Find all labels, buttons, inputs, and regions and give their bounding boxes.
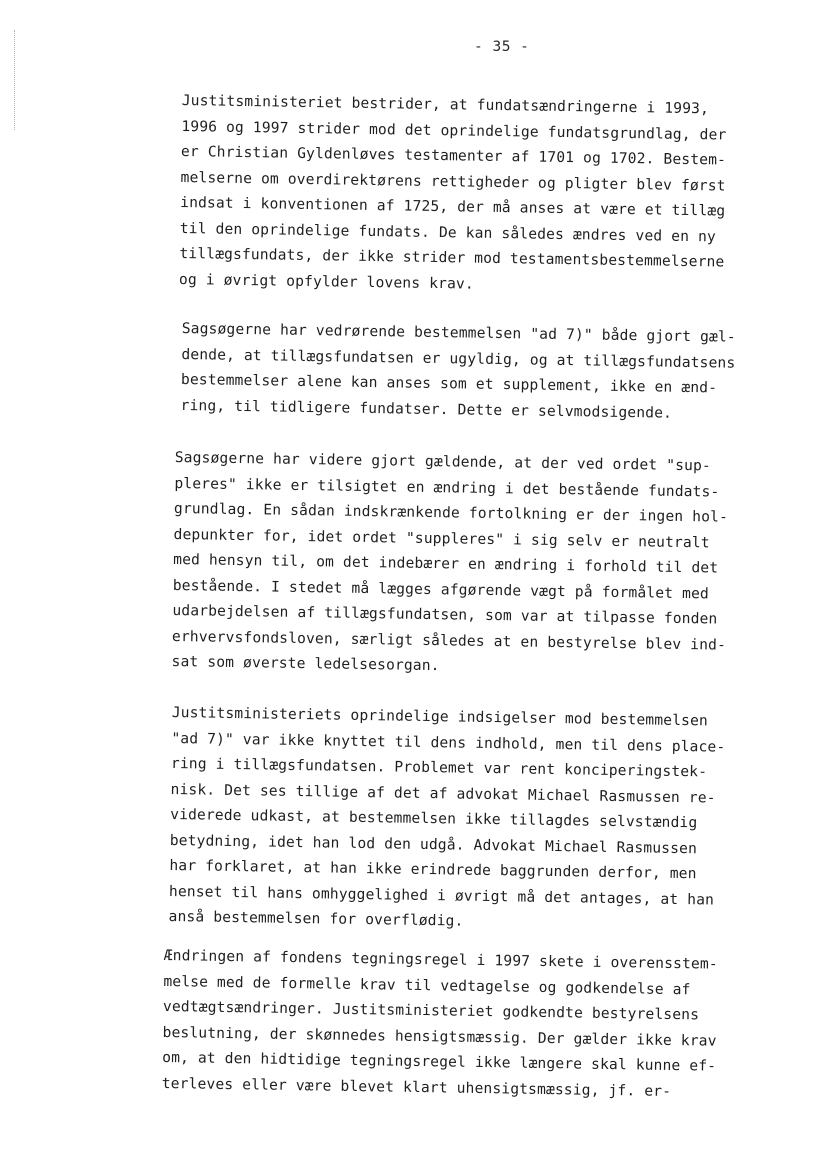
text-line: Ændringen af fondens tegningsregel i 1997 skete i overensstem- xyxy=(163,946,718,973)
text-line: Sagsøgerne har videre gjort gældende, at der ved ordet "sup- xyxy=(174,448,712,475)
paragraph-2 xyxy=(180,316,822,428)
paragraph-5 xyxy=(162,943,804,1106)
text-line: 1996 og 1997 strider mod det oprindelige fundatsgrundlag, der xyxy=(181,117,727,144)
paragraph-3 xyxy=(171,445,815,685)
text-line: om, at den hidtidige tegningsregel ikke længere skal kunne ef- xyxy=(162,1048,717,1075)
text-line: Justitsministeriet bestrider, at fundatsændringerne i 1993, xyxy=(181,91,710,118)
margin-scan-marks xyxy=(14,30,16,130)
text-line: og i øvrigt opfylder lovens krav. xyxy=(178,270,475,293)
text-line: "ad 7)" var ikke knyttet til dens indhold, men til dens place- xyxy=(171,729,726,756)
text-line: dende, at tillægsfundatsen er ugyldig, og at tillægsfundatsens xyxy=(181,345,736,372)
text-line: betydning, idet han lod den udgå. Advokat Michael Rasmussen xyxy=(169,831,698,857)
text-line: anså bestemmelsen for overflødig. xyxy=(168,907,464,930)
text-line: sat som øverste ledelsesorgan. xyxy=(171,652,440,675)
text-line: tillægsfundats, der ikke strider mod testamentsbestemmelserne xyxy=(179,244,725,271)
text-line: beslutning, der skønnedes hensigtsmæssig. Der gælder ikke krav xyxy=(162,1023,717,1050)
text-line: terleves eller være blevet klart uhensigtsmæssig, jf. er- xyxy=(161,1074,672,1100)
paragraph-4 xyxy=(168,700,812,940)
page-number: - 35 - xyxy=(474,39,530,55)
text-line: ring, til tidligere fundatser. Dette er selvmodsigende. xyxy=(180,396,673,422)
text-line: melserne om overdirektørens rettigheder og pligter blev først xyxy=(180,168,726,195)
text-line: har forklaret, at han ikke erindrede baggrunden derfor, men xyxy=(169,856,697,883)
text-line: pleres" ikke er tilsigtet en ændring i det bestående fundats- xyxy=(174,474,720,501)
text-line: henset til hans omhyggelighed i øvrigt må det antages, at han xyxy=(168,882,715,909)
text-line: til den oprindelige fundats. De kan således ændres ved en ny xyxy=(179,219,717,245)
text-line: melse med de formelle krav til vedtagelse og godkendelse af xyxy=(163,972,691,998)
paragraph-1 xyxy=(179,88,822,302)
text-line: bestående. I stedet må lægges afgørende vægt på formålet med xyxy=(172,576,710,602)
text-line: bestemmelser alene kan anses som et supplement, ikke en ænd- xyxy=(180,370,718,397)
text-line: Justitsministeriets oprindelige indsigelser mod bestemmelsen xyxy=(171,703,709,730)
text-line: depunkter for, idet ordet "suppleres" i sig selv er neutralt xyxy=(173,525,710,551)
text-line: indsat i konventionen af 1725, der må anses at være et tillæg xyxy=(180,193,726,220)
text-line: med hensyn til, om det indebærer en ændring i forhold til det xyxy=(173,550,719,577)
text-line: ring i tillægsfundatsen. Problemet var rent konciperingstek- xyxy=(170,754,708,781)
text-line: grundlag. En sådan indskrænkende fortolkning er der ingen hol- xyxy=(173,499,729,526)
text-line: Sagsøgerne har vedrørende bestemmelsen "ad 7)" både gjort gæl- xyxy=(181,319,736,346)
text-line: udarbejdelsen af tillægsfundatsen, som var at tilpasse fonden xyxy=(172,601,718,628)
text-line: erhvervsfondsloven, særligt således at en bestyrelse blev ind- xyxy=(171,627,727,654)
text-line: er Christian Gyldenløves testamenter af 1701 og 1702. Bestem- xyxy=(180,142,727,169)
text-line: nisk. Det ses tillige af det af advokat Michael Rasmussen re- xyxy=(170,780,716,807)
text-line: viderede udkast, at bestemmelsen ikke tillagdes selvstændig xyxy=(170,805,698,832)
text-line: vedtægtsændringer. Justitsministeriet godkendte bestyrelsens xyxy=(162,997,700,1024)
